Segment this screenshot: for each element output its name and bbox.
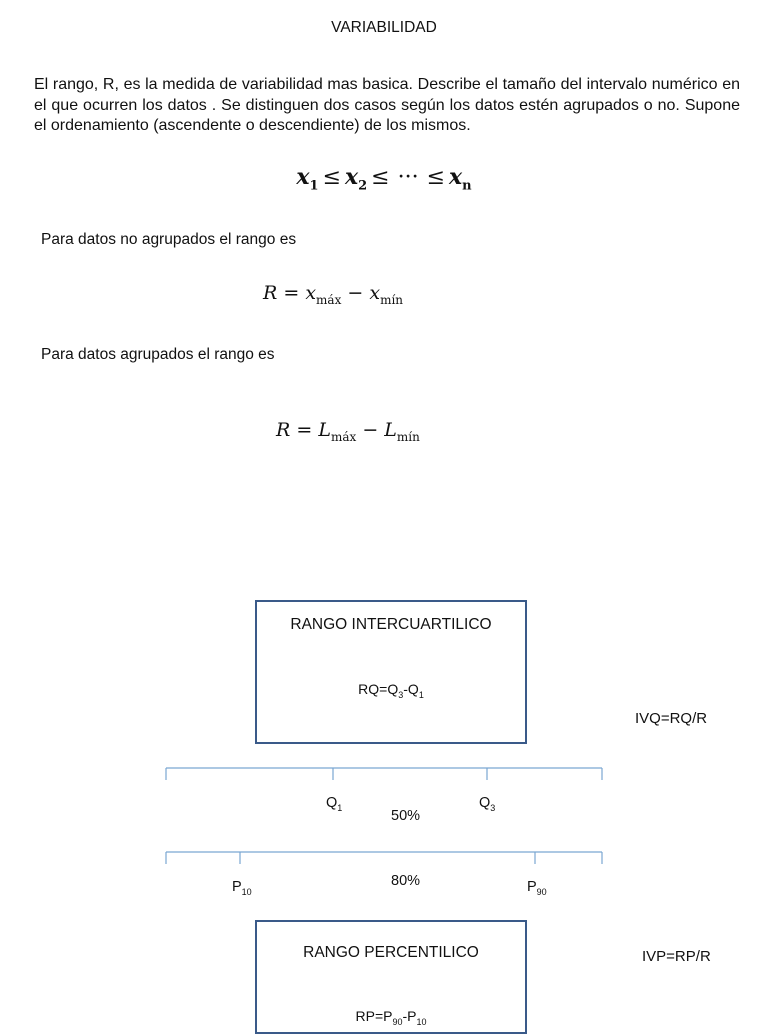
ordering-dots: ··· <box>397 165 419 190</box>
percentile-title: RANGO PERCENTILICO <box>303 944 479 961</box>
p90-label: $P_{90}$ <box>527 879 547 897</box>
ungrouped-label: Para datos no agrupados el rango es <box>41 231 297 248</box>
ungrouped-formula: $R = x_{máx} - x_{mín}$ <box>263 282 404 307</box>
ivp-index: IVP=RP/R <box>642 948 711 965</box>
ordering-leq-1: ≤ <box>322 165 341 190</box>
ordering-formula <box>0 164 768 193</box>
grouped-formula: $R = L_{máx} - L_{mín}$ <box>276 419 420 444</box>
ordering-x2: $x_2$ <box>345 164 368 194</box>
grouped-label: Para datos agrupados el rango es <box>41 346 275 363</box>
q3-label: $Q_3$ <box>479 795 496 813</box>
ordering-leq-2: ≤ <box>371 165 390 190</box>
percentile-percent: 80% <box>391 873 421 889</box>
q1-label: $Q_1$ <box>326 795 343 813</box>
percentile-scale <box>0 844 768 868</box>
interquartile-title: RANGO INTERCUARTILICO <box>290 616 492 633</box>
interquartile-box <box>255 600 527 744</box>
page-title: VARIABILIDAD <box>331 19 437 36</box>
interquartile-formula: $RQ=Q_3-Q_1$ <box>358 681 424 700</box>
ivq-index: IVQ=RQ/R <box>635 710 708 727</box>
quartile-scale <box>0 760 768 784</box>
p10-label: $P_{10}$ <box>232 879 252 897</box>
ordering-xn: $x_n$ <box>449 164 472 194</box>
percentile-formula: $RP=P_{90}-P_{10}$ <box>355 1008 427 1027</box>
interquartile-percent: 50% <box>391 808 421 824</box>
percentile-box <box>255 920 527 1034</box>
ordering-leq-3: ≤ <box>426 165 446 190</box>
intro-paragraph: El rango, R, es la medida de variabilidad mas basica. Describe el tamaño del intervalo numérico en el que ocurren los datos . Se distinguen dos casos según los datos estén agrupados o no. Supone el ordenamiento (ascendente o descendiente) de los mismos. <box>34 76 740 134</box>
ordering-x1: $x_1$ <box>296 164 319 194</box>
